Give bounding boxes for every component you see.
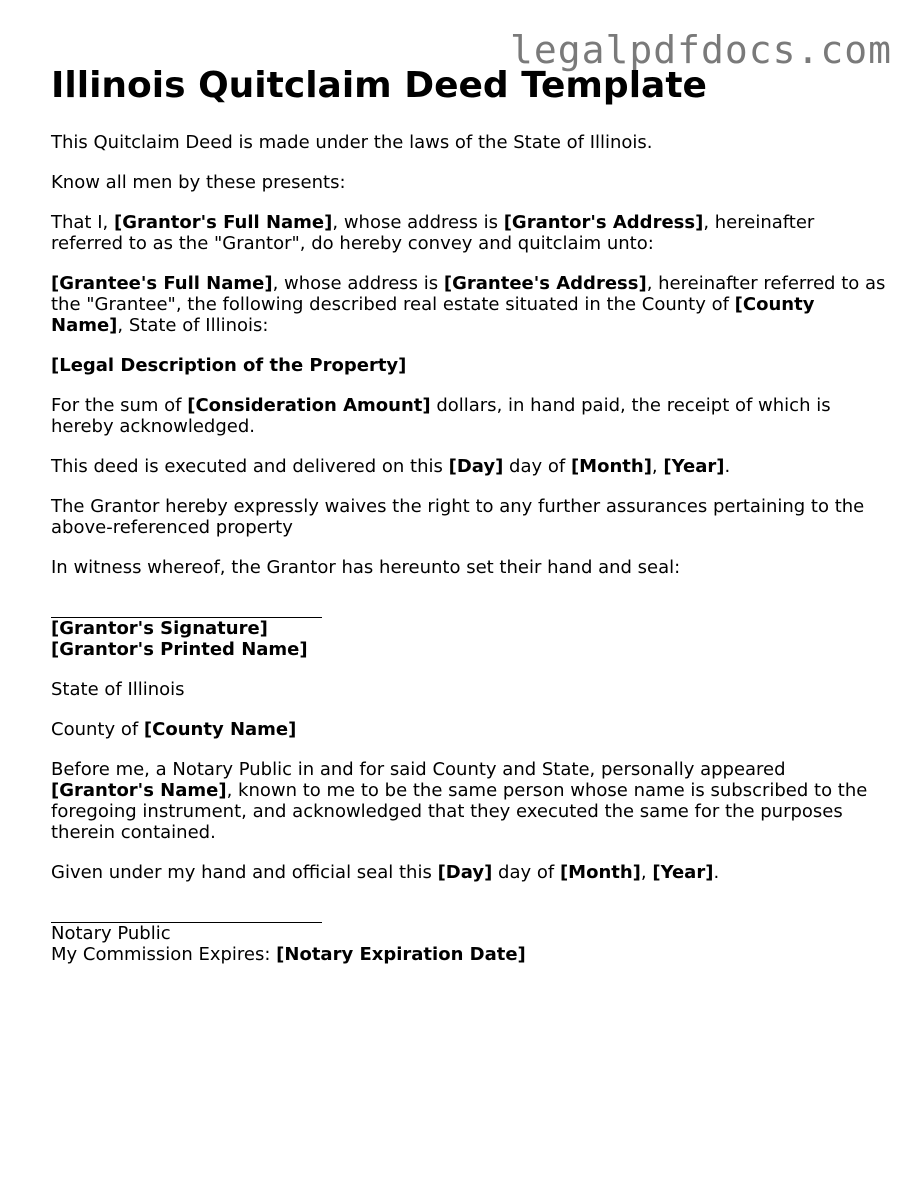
witness-paragraph: In witness whereof, the Grantor has hereunto set their hand and seal:: [51, 557, 681, 578]
county-name-field: [County Name]: [143, 719, 297, 740]
execution-date-paragraph: This deed is executed and delivered on this [Day] day of [Month], [Year].: [51, 456, 731, 477]
legal-description-field: [Legal Description of the Property]: [51, 355, 407, 376]
grantor-signature-block: [51, 597, 886, 660]
given-paragraph: Given under my hand and official seal this [Day] day of [Month], [Year].: [51, 862, 720, 883]
grantee-paragraph: [Grantee's Full Name], whose address is [Grantee's Address], hereinafter referred to as the "Grantee", the following described real estate situated in the County of [County Name], State of Illinois:: [51, 273, 886, 336]
commission-line: My Commission Expires: [Notary Expiration Date]: [51, 944, 526, 965]
signature-line: [51, 902, 322, 923]
grantor-signature-field: [Grantor's Signature]: [51, 618, 268, 639]
county-line: County of [County Name]: [51, 719, 297, 740]
document-body: [51, 62, 886, 965]
grantee-name-field: [Grantee's Full Name]: [51, 273, 273, 294]
notary-signature-block: [51, 902, 886, 965]
grantor-name-field: [Grantor's Full Name]: [113, 212, 333, 233]
year-field: [Year]: [663, 456, 725, 477]
consideration-amount-field: [Consideration Amount]: [187, 395, 431, 416]
month-field: [Month]: [570, 456, 652, 477]
waiver-paragraph: The Grantor hereby expressly waives the right to any further assurances pertaining to the above-referenced property: [51, 496, 865, 538]
grantor-paragraph: That I, [Grantor's Full Name], whose address is [Grantor's Address], hereinafter referred to as the "Grantor", do hereby convey and quitclaim unto:: [51, 212, 815, 254]
consideration-paragraph: For the sum of [Consideration Amount] dollars, in hand paid, the receipt of which is hereby acknowledged.: [51, 395, 831, 437]
grantee-address-field: [Grantee's Address]: [443, 273, 647, 294]
page-title: Illinois Quitclaim Deed Template: [51, 65, 707, 106]
county-name-field: [County Name]: [51, 294, 815, 336]
notary-paragraph: Before me, a Notary Public in and for said County and State, personally appeared [Grantor's Name], known to me to be the same person whose name is subscribed to the foregoing instrument, and acknowledged that they executed the same for the purposes therein contained.: [51, 759, 868, 843]
watermark-logo: legalpdfdocs.com: [509, 28, 892, 72]
notary-public-label: Notary Public: [51, 923, 171, 944]
grantor-address-field: [Grantor's Address]: [503, 212, 704, 233]
year-field: [Year]: [652, 862, 714, 883]
know-all-paragraph: Know all men by these presents:: [51, 172, 346, 193]
state-line: State of Illinois: [51, 679, 185, 700]
signature-line: [51, 597, 322, 618]
day-field: [Day]: [448, 456, 504, 477]
intro-paragraph: This Quitclaim Deed is made under the laws of the State of Illinois.: [51, 132, 653, 153]
grantor-name-field: [Grantor's Name]: [51, 780, 227, 801]
notary-expiration-date-field: [Notary Expiration Date]: [276, 944, 526, 965]
day-field: [Day]: [437, 862, 493, 883]
grantor-printed-name-field: [Grantor's Printed Name]: [51, 639, 308, 660]
month-field: [Month]: [559, 862, 641, 883]
